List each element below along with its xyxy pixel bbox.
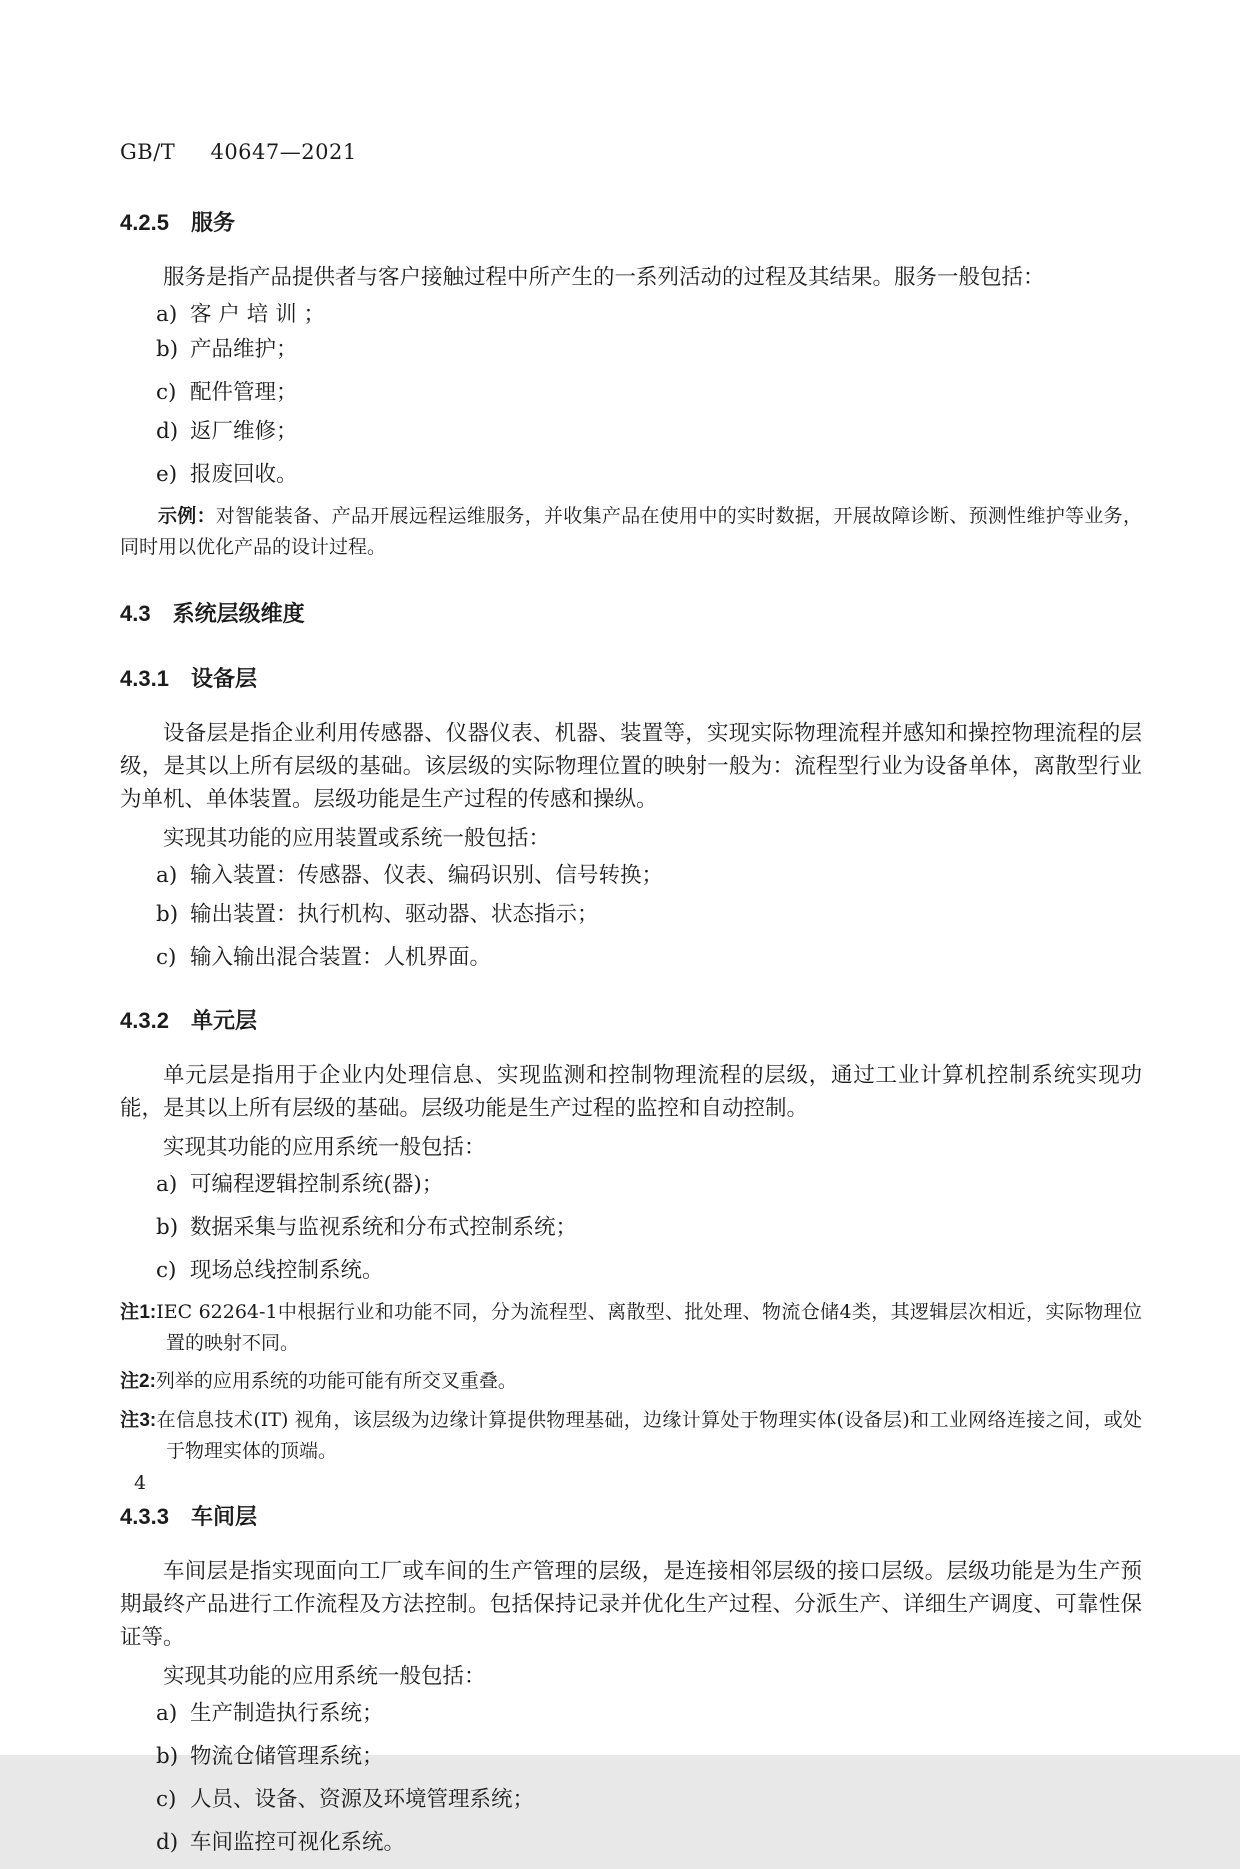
list-item <box>120 945 1142 970</box>
list-item-text: 数据采集与监视系统和分布式控制系统； <box>190 1215 578 1240</box>
list-item <box>120 1787 1142 1812</box>
section-title: 车间层 <box>190 1504 257 1529</box>
list-item-text: 人员、设备、资源及环境管理系统； <box>190 1787 535 1812</box>
page-number: 4 <box>134 1472 147 1494</box>
note-text: 列举的应用系统的功能可能有所交叉重叠。 <box>155 1370 517 1392</box>
list-item <box>120 1258 1142 1283</box>
notes-block <box>120 1297 1142 1466</box>
list-item <box>120 1701 1142 1726</box>
list-item <box>120 380 1142 405</box>
list-item-text: 输入输出混合装置：人机界面。 <box>190 945 492 970</box>
section-number: 4.3.3 <box>120 1504 169 1529</box>
note-2 <box>120 1366 1142 1397</box>
list-item-label: a) <box>156 302 178 327</box>
list-item-text: 客户培训； <box>190 302 332 327</box>
list-item-text: 现场总线控制系统。 <box>190 1258 384 1283</box>
section-heading-4-3-3 <box>120 1500 1142 1531</box>
note-text: 在信息技术(IT) 视角，该层级为边缘计算提供物理基础，边缘计算处于物理实体(设备层)和工业网络连接之间，或处于物理实体的顶端。 <box>156 1409 1142 1462</box>
ordered-list <box>120 302 1142 487</box>
note-label: 注2: <box>120 1371 156 1392</box>
list-item-label: e) <box>156 462 178 487</box>
section-title: 单元层 <box>190 1008 257 1033</box>
paragraph: 车间层是指实现面向工厂或车间的生产管理的层级，是连接相邻层级的接口层级。层级功能是为生产预期最终产品进行工作流程及方法控制。包括保持记录并优化生产过程、分派生产、详细生产调度、可靠性保证等。 <box>120 1559 1142 1650</box>
list-item <box>120 1830 1142 1855</box>
list-item-label: d) <box>156 419 179 444</box>
section-title: 服务 <box>190 210 235 235</box>
paragraph: 服务是指产品提供者与客户接触过程中所产生的一系列活动的过程及其结果。服务一般包括： <box>163 265 1045 290</box>
section-title: 设备层 <box>190 666 257 691</box>
section-number: 4.3.1 <box>120 666 169 691</box>
list-item-text: 配件管理； <box>190 380 298 405</box>
list-item <box>120 863 1142 888</box>
example-label: 示例： <box>158 506 216 527</box>
section-title: 系统层级维度 <box>172 601 305 626</box>
list-item-label: b) <box>156 902 179 927</box>
list-item <box>120 337 1142 362</box>
section-heading-4-3-2 <box>120 1004 1142 1035</box>
paragraph: 实现其功能的应用系统一般包括： <box>163 1664 486 1689</box>
list-item <box>120 1215 1142 1240</box>
list-item-label: b) <box>156 1215 179 1240</box>
list-item <box>120 462 1142 487</box>
list-item <box>120 302 1142 327</box>
list-item-text: 输入装置：传感器、仪表、编码识别、信号转换； <box>190 863 664 888</box>
paragraph: 单元层是指用于企业内处理信息、实现监测和控制物理流程的层级，通过工业计算机控制系统实现功能，是其以上所有层级的基础。层级功能是生产过程的监控和自动控制。 <box>120 1063 1142 1121</box>
page-content <box>120 140 1142 1869</box>
list-item <box>120 902 1142 927</box>
list-item-label: a) <box>156 1701 178 1726</box>
list-item-text: 可编程逻辑控制系统(器)； <box>190 1172 444 1197</box>
note-label: 注1: <box>120 1302 157 1323</box>
list-item-label: c) <box>156 1787 177 1812</box>
section-number: 4.2.5 <box>120 210 169 235</box>
list-item-label: a) <box>156 1172 178 1197</box>
list-item-text: 报废回收。 <box>190 462 298 487</box>
note-text: IEC 62264-1中根据行业和功能不同，分为流程型、离散型、批处理、物流仓储4类，其逻辑层次相近，实际物理位置的映射不同。 <box>156 1301 1142 1354</box>
ordered-list <box>120 1701 1142 1855</box>
section-number: 4.3.2 <box>120 1008 169 1033</box>
list-item-label: b) <box>156 1744 179 1769</box>
list-item-label: a) <box>156 863 178 888</box>
paragraph: 实现其功能的应用装置或系统一般包括： <box>163 826 551 851</box>
list-item-label: c) <box>156 380 177 405</box>
section-heading-4-2-5 <box>120 206 1142 237</box>
list-item-label: c) <box>156 1258 177 1283</box>
ordered-list <box>120 1172 1142 1283</box>
section-number: 4.3 <box>120 601 151 626</box>
list-item <box>120 1172 1142 1197</box>
list-item-label: c) <box>156 945 177 970</box>
standard-number-header: GB/T 40647—2021 <box>120 140 357 164</box>
list-item-text: 产品维护； <box>190 337 298 362</box>
list-item-text: 车间监控可视化系统。 <box>190 1830 406 1855</box>
example-text: 对智能装备、产品开展远程运维服务，并收集产品在使用中的实时数据，开展故障诊断、预测性维护等业务，同时用以优化产品的设计过程。 <box>120 505 1142 558</box>
ordered-list <box>120 863 1142 970</box>
note-3 <box>120 1405 1142 1466</box>
example-note <box>120 501 1142 563</box>
list-item <box>120 1744 1142 1769</box>
list-item-text: 生产制造执行系统； <box>190 1701 384 1726</box>
note-label: 注3: <box>120 1410 157 1431</box>
list-item-label: b) <box>156 337 179 362</box>
list-item-text: 输出装置：执行机构、驱动器、状态指示； <box>190 902 599 927</box>
list-item-text: 物流仓储管理系统； <box>190 1744 384 1769</box>
paragraph: 设备层是指企业利用传感器、仪器仪表、机器、装置等，实现实际物理流程并感知和操控物理流程的层级，是其以上所有层级的基础。该层级的实际物理位置的映射一般为：流程型行业为设备单体，离散型行业为单机、单体装置。层级功能是生产过程的传感和操纵。 <box>120 721 1142 812</box>
list-item-label: d) <box>156 1830 179 1855</box>
list-item <box>120 419 1142 444</box>
paragraph: 实现其功能的应用系统一般包括： <box>163 1135 486 1160</box>
section-heading-4-3-1 <box>120 662 1142 693</box>
section-heading-4-3 <box>120 597 1142 628</box>
note-1 <box>120 1297 1142 1358</box>
list-item-text: 返厂维修； <box>190 419 298 444</box>
